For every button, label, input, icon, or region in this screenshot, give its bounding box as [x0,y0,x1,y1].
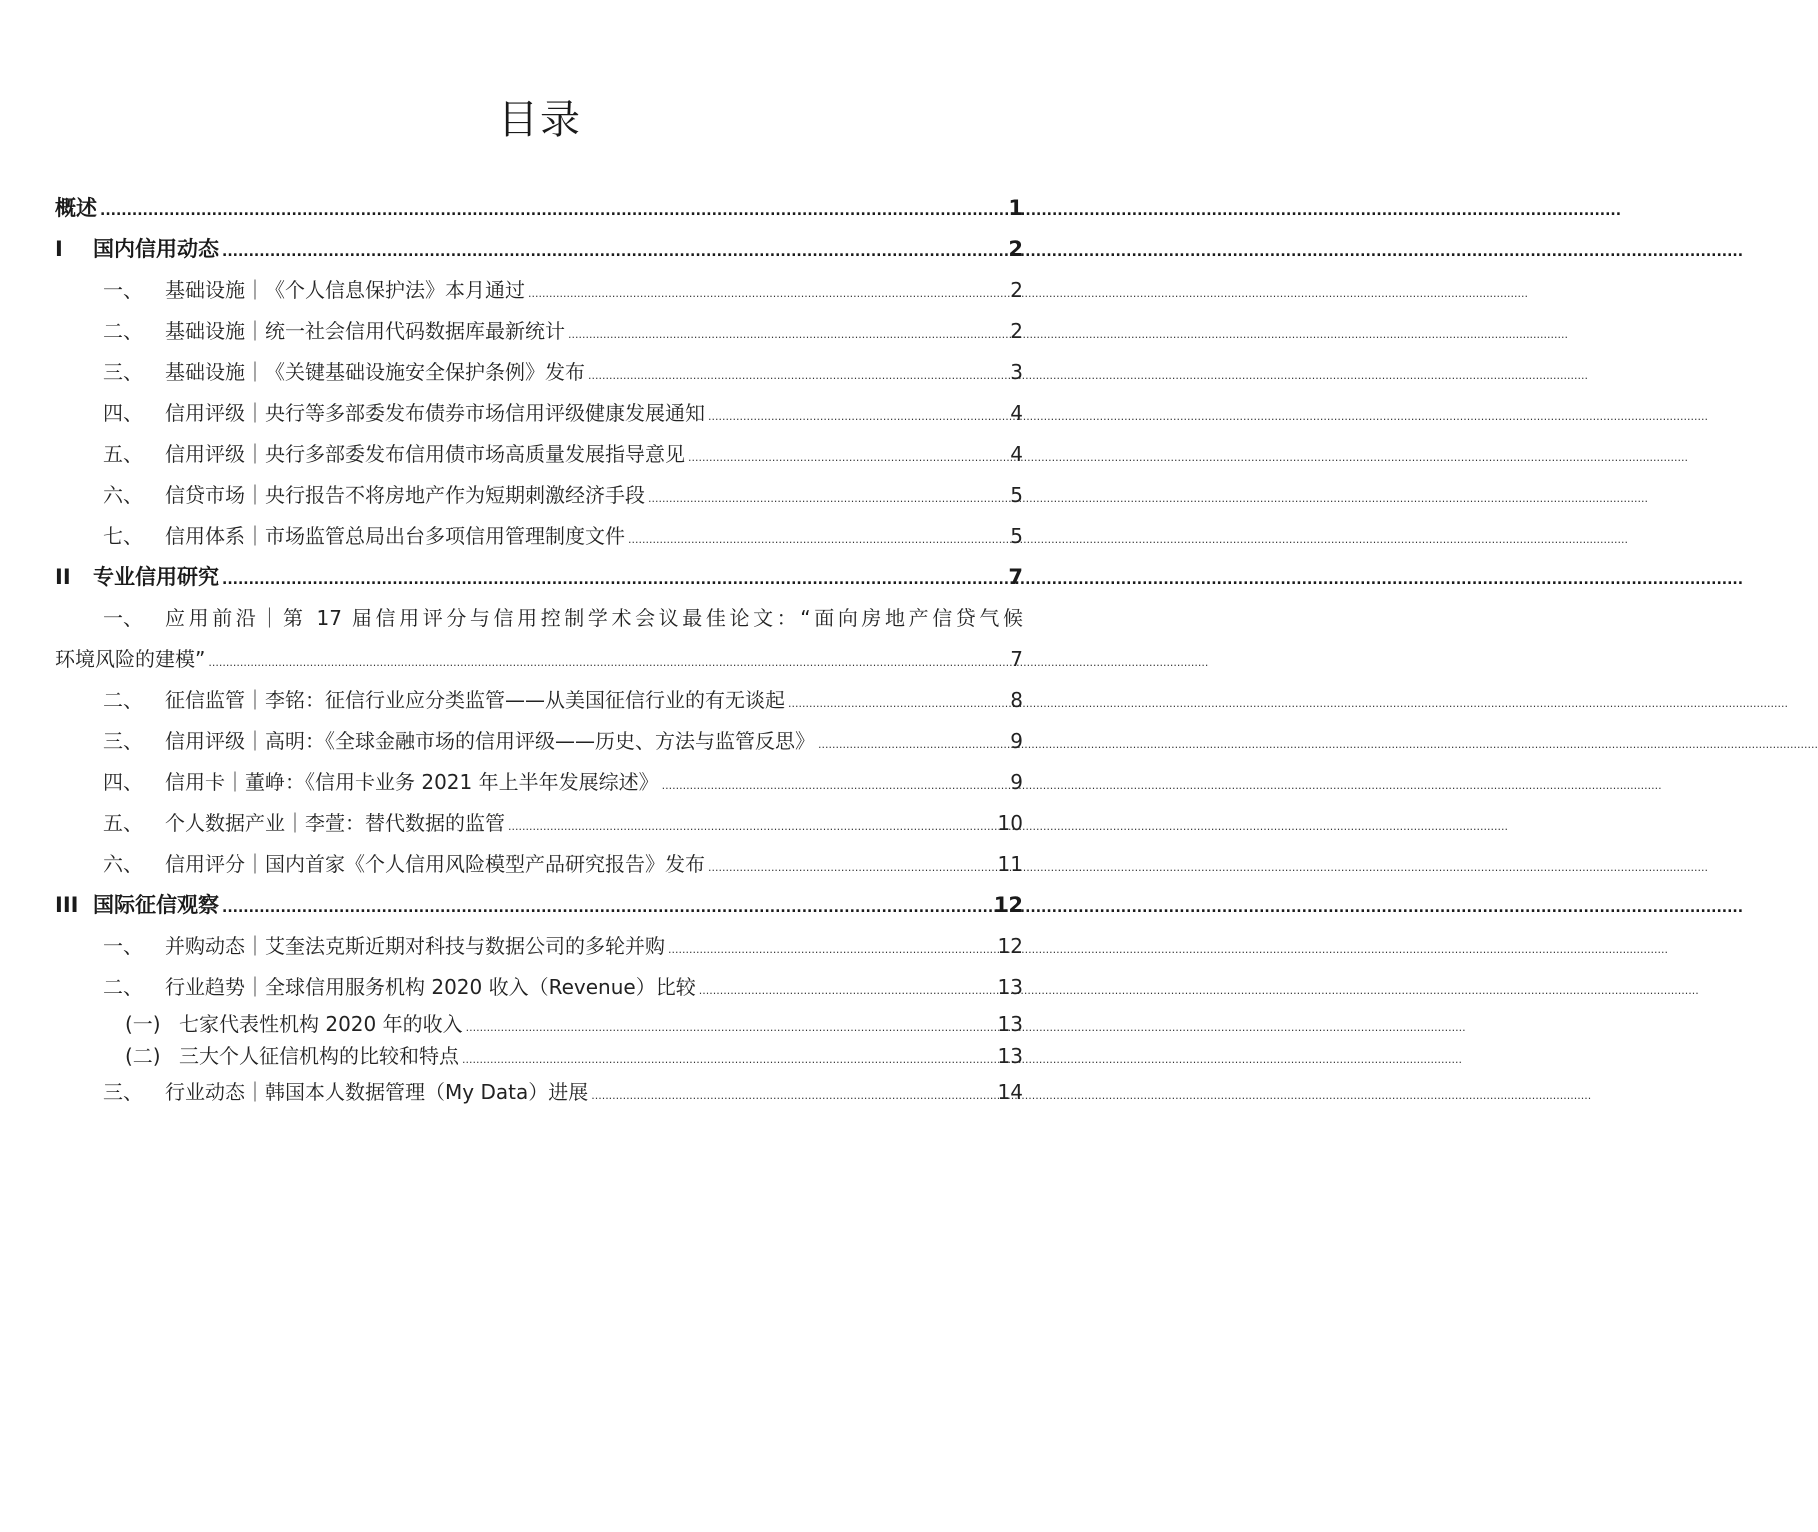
toc-entry-text: 概述 [55,196,97,220]
dot-leader [208,642,1008,683]
dot-leader [508,806,996,847]
toc-entry[interactable] [55,721,1023,762]
section-title: 国际征信观察 [93,893,219,917]
section-title: 国内信用动态 [93,237,219,261]
dot-leader [528,273,1008,314]
dot-leader [688,437,1008,478]
entry-number: 四、 [103,770,143,794]
table-of-contents [55,188,1023,1113]
entry-number: 二、 [103,975,143,999]
toc-section-3[interactable] [55,885,1023,926]
entry-title: 行业趋势｜全球信用服务机构 2020 收入（Revenue）比较 [165,975,696,999]
toc-entry[interactable] [55,844,1023,885]
toc-page-number: 12 [997,934,1023,958]
entry-number: 六、 [103,483,143,507]
toc-subentry[interactable] [55,1040,1023,1072]
section-title: 专业信用研究 [93,565,219,589]
toc-entry[interactable] [55,680,1023,721]
dot-leader [628,519,1008,560]
toc-entry[interactable] [55,270,1023,311]
entry-title: 并购动态｜艾奎法克斯近期对科技与数据公司的多轮并购 [165,934,665,958]
toc-page-number: 9 [1010,729,1023,753]
toc-entry[interactable] [55,967,1023,1008]
toc-page-number: 13 [997,975,1023,999]
dot-leader [222,232,1006,273]
dot-leader [222,560,1006,601]
section-number: I [55,237,63,261]
toc-page-number: 13 [997,1044,1023,1068]
toc-page-number: 5 [1010,483,1023,507]
entry-title: 信用卡｜董峥：《信用卡业务 2021 年上半年发展综述》 [165,770,659,794]
dot-leader [588,355,1008,396]
entry-number: 七、 [103,524,143,548]
toc-page-number: 12 [993,893,1023,917]
toc-page-number: 2 [1008,237,1023,261]
toc-page-number: 2 [1010,319,1023,343]
entry-number: 四、 [103,401,143,425]
toc-page-number: 9 [1010,770,1023,794]
entry-title: 个人数据产业｜李萱：替代数据的监管 [165,811,505,835]
toc-entry-overview[interactable] [55,188,1023,229]
entry-number: 二、 [103,319,143,343]
dot-leader [708,396,1008,437]
section-number: III [55,893,79,917]
dot-leader [100,191,1006,232]
entry-number: 五、 [103,811,143,835]
entry-title-line2: 环境风险的建模” [55,647,206,671]
entry-number: 三、 [103,360,143,384]
dot-leader [591,1075,995,1116]
toc-section-2[interactable] [55,557,1023,598]
entry-number: 三、 [103,729,143,753]
entry-title-line1: 应用前沿｜第 17 届信用评分与信用控制学术会议最佳论文：“面向房地产信贷气候 [165,606,1023,630]
subentry-title: 七家代表性机构 2020 年的收入 [179,1012,463,1036]
entry-title: 信用评级｜高明：《全球金融市场的信用评级——历史、方法与监管反思》 [165,729,815,753]
toc-page-number: 11 [997,852,1023,876]
entry-title: 信用评级｜央行等多部委发布债券市场信用评级健康发展通知 [165,401,705,425]
entry-title: 信用体系｜市场监管总局出台多项信用管理制度文件 [165,524,625,548]
toc-page-number: 2 [1010,278,1023,302]
toc-entry[interactable] [55,311,1023,352]
toc-page-number: 4 [1010,401,1023,425]
toc-page-number: 7 [1008,565,1023,589]
entry-title: 征信监管｜李铭：征信行业应分类监管——从美国征信行业的有无谈起 [165,688,785,712]
entry-title: 信用评级｜央行多部委发布信用债市场高质量发展指导意见 [165,442,685,466]
toc-entry[interactable] [55,475,1023,516]
dot-leader [222,888,992,929]
toc-entry-wrapped[interactable] [55,598,1023,680]
entry-number: 一、 [103,606,143,630]
entry-number: 一、 [103,934,143,958]
dot-leader [708,847,996,888]
toc-entry[interactable] [55,1072,1023,1113]
dot-leader [648,478,1008,519]
entry-title: 行业动态｜韩国本人数据管理（My Data）进展 [165,1080,589,1104]
entry-title: 信用评分｜国内首家《个人信用风险模型产品研究报告》发布 [165,852,705,876]
entry-number: 六、 [103,852,143,876]
toc-entry[interactable] [55,352,1023,393]
toc-entry[interactable] [55,803,1023,844]
subentry-title: 三大个人征信机构的比较和特点 [179,1044,459,1068]
toc-entry[interactable] [55,393,1023,434]
page-title: 目录 [498,97,582,143]
dot-leader [662,765,1009,806]
dot-leader [466,1012,996,1044]
entry-title: 信贷市场｜央行报告不将房地产作为短期刺激经济手段 [165,483,645,507]
toc-page-number: 8 [1010,688,1023,712]
dot-leader [699,970,996,1011]
toc-entry[interactable] [55,762,1023,803]
subentry-number: (一) [125,1012,161,1036]
entry-number: 五、 [103,442,143,466]
toc-subentry[interactable] [55,1008,1023,1040]
entry-title: 基础设施｜《个人信息保护法》本月通过 [165,278,525,302]
section-number: II [55,565,71,589]
dot-leader [568,314,1008,355]
toc-page-number: 10 [997,811,1023,835]
toc-page-number: 14 [997,1080,1023,1104]
entry-title: 基础设施｜统一社会信用代码数据库最新统计 [165,319,565,343]
toc-entry[interactable] [55,516,1023,557]
entry-title: 基础设施｜《关键基础设施安全保护条例》发布 [165,360,585,384]
toc-page-number: 7 [1010,647,1023,671]
dot-leader [788,683,1008,724]
toc-page-number: 1 [1008,196,1023,220]
subentry-number: (二) [125,1044,161,1068]
dot-leader [668,929,996,970]
toc-page-number: 5 [1010,524,1023,548]
toc-page-number: 4 [1010,442,1023,466]
entry-number: 三、 [103,1080,143,1104]
dot-leader [818,724,1008,765]
toc-section-1[interactable] [55,229,1023,270]
toc-page-number: 3 [1010,360,1023,384]
toc-page-number: 13 [997,1012,1023,1036]
entry-number: 二、 [103,688,143,712]
entry-number: 一、 [103,278,143,302]
toc-entry[interactable] [55,434,1023,475]
toc-entry[interactable] [55,926,1023,967]
